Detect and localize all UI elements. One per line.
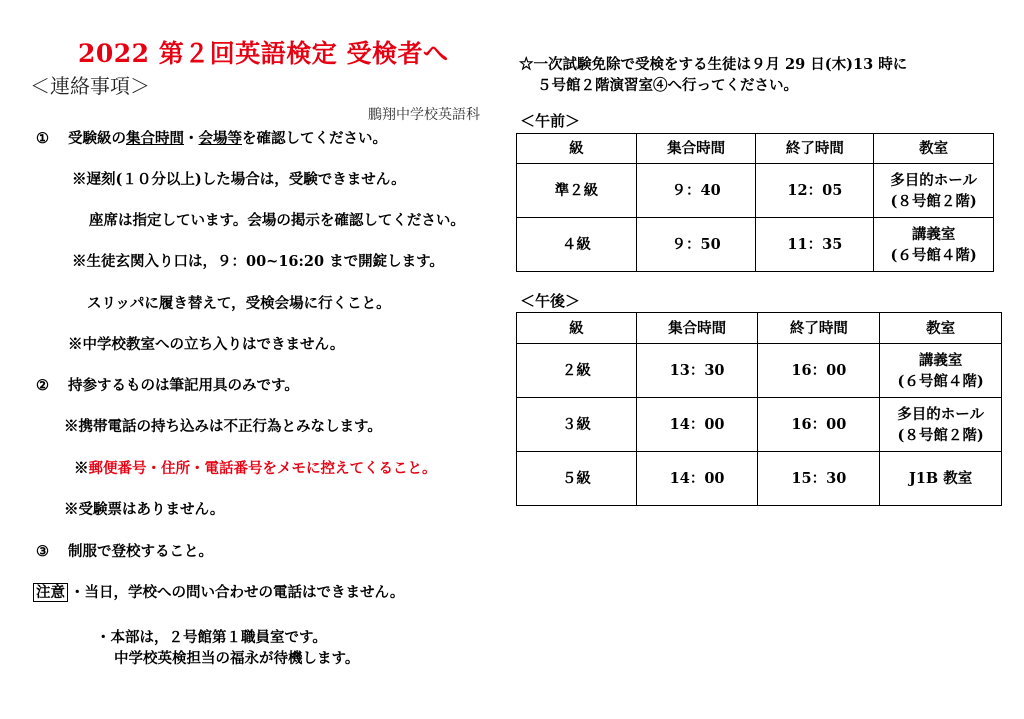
header-room: 教室	[874, 134, 994, 164]
start-time-cell: 14：00	[636, 398, 758, 452]
end-time-cell: 12：05	[756, 164, 874, 218]
table-row	[517, 398, 1002, 452]
header-grade: 級	[517, 313, 637, 344]
item-2-text: 持参するものは筆記用具のみです。	[68, 377, 299, 394]
grade-cell: ４級	[517, 218, 637, 272]
room-cell	[874, 218, 994, 272]
caution-label: 注意	[33, 583, 68, 602]
start-time-cell: 13：30	[636, 344, 758, 398]
start-time-cell: ９：50	[636, 218, 756, 272]
note-entrance: ※生徒玄関入り口は，９：00~16:20 まで開錠します。	[72, 253, 444, 270]
note-item-1	[36, 127, 387, 148]
item-1-mid: ・	[184, 130, 199, 147]
grade-cell: 準２級	[517, 164, 637, 218]
note-phone: ※携帯電話の持ち込みは不正行為とみなします。	[64, 418, 382, 435]
table-header-row	[517, 134, 994, 164]
item-3-text: 制服で登校すること。	[68, 543, 213, 560]
page-title: 2022 第２回英語検定 受検者へ	[78, 39, 449, 68]
room-building: (８号館２階)	[890, 192, 977, 210]
note-caution	[33, 581, 404, 602]
note-memo	[74, 457, 437, 478]
room-cell	[880, 452, 1002, 506]
header-end: 終了時間	[758, 313, 880, 344]
start-time-cell: 14：00	[636, 452, 758, 506]
room-name: 講義室	[918, 351, 963, 369]
room-name: J1B 教室	[908, 470, 973, 487]
exemption-line-1: ☆一次試験免除で受検をする生徒は９月 29 日(木)13 時に	[519, 56, 908, 73]
header-end: 終了時間	[756, 134, 874, 164]
morning-label: ＜午前＞	[520, 112, 581, 130]
note-late: ※遅刻(１０分以上)した場合は，受験できません。	[72, 171, 406, 188]
grade-cell: ２級	[517, 344, 637, 398]
memo-text: 郵便番号・住所・電話番号をメモに控えてくること。	[88, 460, 437, 477]
room-cell	[880, 398, 1002, 452]
afternoon-label: ＜午後＞	[520, 292, 581, 310]
room-building: (６号館４階)	[890, 246, 977, 264]
note-no-ticket: ※受験票はありません。	[64, 501, 225, 518]
room-name: 多目的ホール	[897, 405, 984, 423]
room-cell	[880, 344, 1002, 398]
room-building: (６号館４階)	[897, 372, 984, 390]
exemption-line-2: ５号館２階演習室④へ行ってください。	[537, 77, 798, 94]
header-start: 集合時間	[636, 134, 756, 164]
note-no-entry: ※中学校教室への立ち入りはできません。	[68, 336, 345, 353]
item-1-assembly-time: 集合時間	[126, 130, 184, 147]
item-3-marker: ③	[36, 543, 49, 560]
department-name: 鵬翔中学校英語科	[368, 107, 480, 123]
table-row	[517, 164, 994, 218]
end-time-cell: 15：30	[758, 452, 880, 506]
table-header-row	[517, 313, 1002, 344]
end-time-cell: 16：00	[758, 398, 880, 452]
caution-text: ・当日，学校への問い合わせの電話はできません。	[70, 584, 405, 601]
note-hq-1: ・本部は，２号館第１職員室です。	[96, 629, 327, 646]
note-item-3	[36, 540, 213, 561]
table-row	[517, 344, 1002, 398]
item-1-post: を確認してください。	[242, 130, 387, 147]
header-grade: 級	[517, 134, 637, 164]
room-building: (８号館２階)	[897, 426, 984, 444]
table-row	[517, 452, 1002, 506]
afternoon-schedule-table	[516, 312, 1002, 506]
end-time-cell: 16：00	[758, 344, 880, 398]
item-1-pre: 受験級の	[68, 130, 126, 147]
end-time-cell: 11：35	[756, 218, 874, 272]
room-name: 講義室	[911, 225, 956, 243]
table-row	[517, 218, 994, 272]
item-2-marker: ②	[36, 377, 49, 394]
start-time-cell: ９：40	[636, 164, 756, 218]
note-seats: 座席は指定しています。会場の掲示を確認してください。	[89, 212, 465, 229]
room-cell	[874, 164, 994, 218]
item-1-venue: 会場等	[198, 130, 242, 147]
grade-cell: ５級	[517, 452, 637, 506]
header-start: 集合時間	[636, 313, 758, 344]
morning-schedule-table	[516, 133, 994, 272]
note-item-2	[36, 374, 299, 395]
memo-prefix: ※	[74, 460, 89, 477]
item-1-marker: ①	[36, 130, 49, 147]
header-room: 教室	[880, 313, 1002, 344]
note-hq-2: 中学校英検担当の福永が待機します。	[114, 650, 360, 667]
grade-cell: ３級	[517, 398, 637, 452]
note-slippers: スリッパに履き替えて，受検会場に行くこと。	[87, 295, 391, 312]
section-subtitle: ＜連絡事項＞	[30, 74, 150, 98]
room-name: 多目的ホール	[890, 171, 977, 189]
